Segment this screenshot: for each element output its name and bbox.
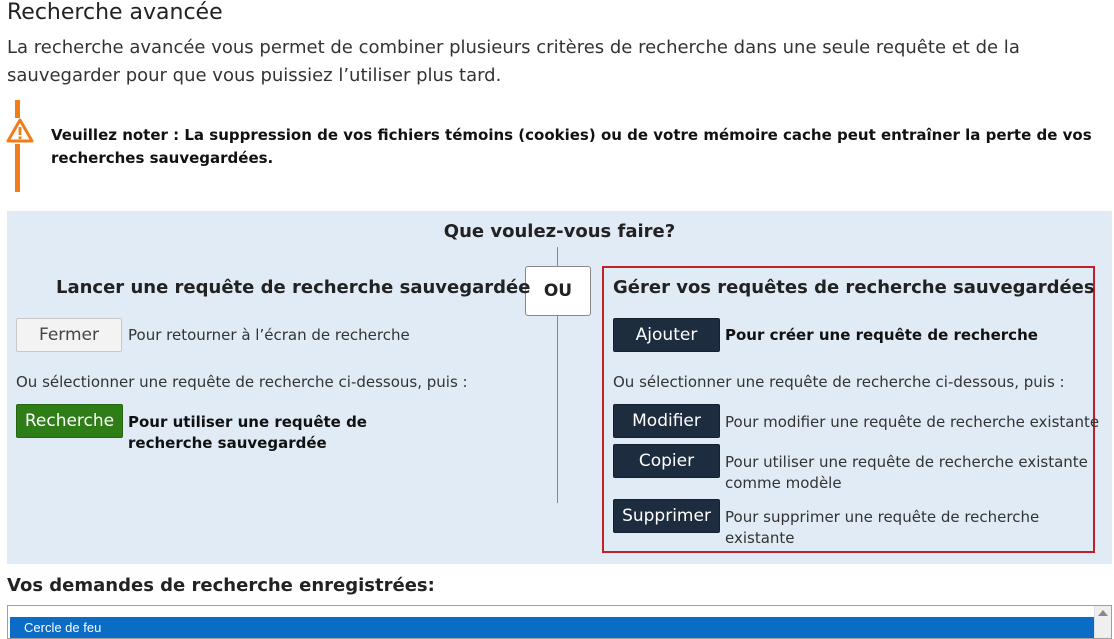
notice-accent-bar (15, 100, 20, 192)
saved-searches-list[interactable] (7, 605, 1112, 639)
search-description: Pour utiliser une requête de recherche sauvegardée (128, 413, 367, 452)
notice-text: Veuillez noter : La suppression de vos fichiers témoins (cookies) ou de votre mémoire cache peut entraîner la perte de vos recherches sauvegardées. (51, 126, 1092, 167)
panel-question: Que voulez-vous faire? (443, 221, 676, 242)
saved-searches-title: Vos demandes de recherche enregistrées: (7, 575, 435, 596)
or-separator: OU (525, 266, 591, 316)
manage-section-title: Gérer vos requêtes de recherche sauvegardées (613, 277, 1095, 298)
intro-text: La recherche avancée vous permet de combiner plusieurs critères de recherche dans une seule requête et de la sauvegarder pour que vous puissiez l’utiliser plus tard. (7, 37, 1020, 86)
list-scrollbar[interactable] (1094, 606, 1111, 638)
saved-search-panel (7, 211, 1112, 564)
right-select-prompt: Ou sélectionner une requête de recherche ci-dessous, puis : (613, 373, 1065, 391)
add-button[interactable]: Ajouter (613, 318, 720, 352)
delete-button[interactable]: Supprimer (613, 499, 720, 533)
notice-banner (0, 100, 1114, 192)
add-description: Pour créer une requête de recherche (725, 326, 1038, 344)
close-button[interactable]: Fermer (16, 318, 122, 352)
delete-description: Pour supprimer une requête de recherche existante (725, 508, 1040, 547)
page-title: Recherche avancée (7, 0, 223, 25)
list-item[interactable]: Cercle de feu (10, 617, 1094, 638)
warning-icon (6, 118, 34, 144)
copy-description: Pour utiliser une requête de recherche existante comme modèle (725, 453, 1088, 492)
copy-button[interactable]: Copier (613, 444, 720, 478)
search-button[interactable]: Recherche (16, 404, 123, 438)
left-select-prompt: Ou sélectionner une requête de recherche ci-dessous, puis : (16, 373, 468, 391)
modify-button[interactable]: Modifier (613, 404, 720, 438)
close-description: Pour retourner à l’écran de recherche (128, 326, 410, 344)
launch-section-title: Lancer une requête de recherche sauvegardée (56, 277, 531, 298)
scroll-up-icon[interactable] (1098, 610, 1108, 616)
modify-description: Pour modifier une requête de recherche existante (725, 413, 1100, 431)
